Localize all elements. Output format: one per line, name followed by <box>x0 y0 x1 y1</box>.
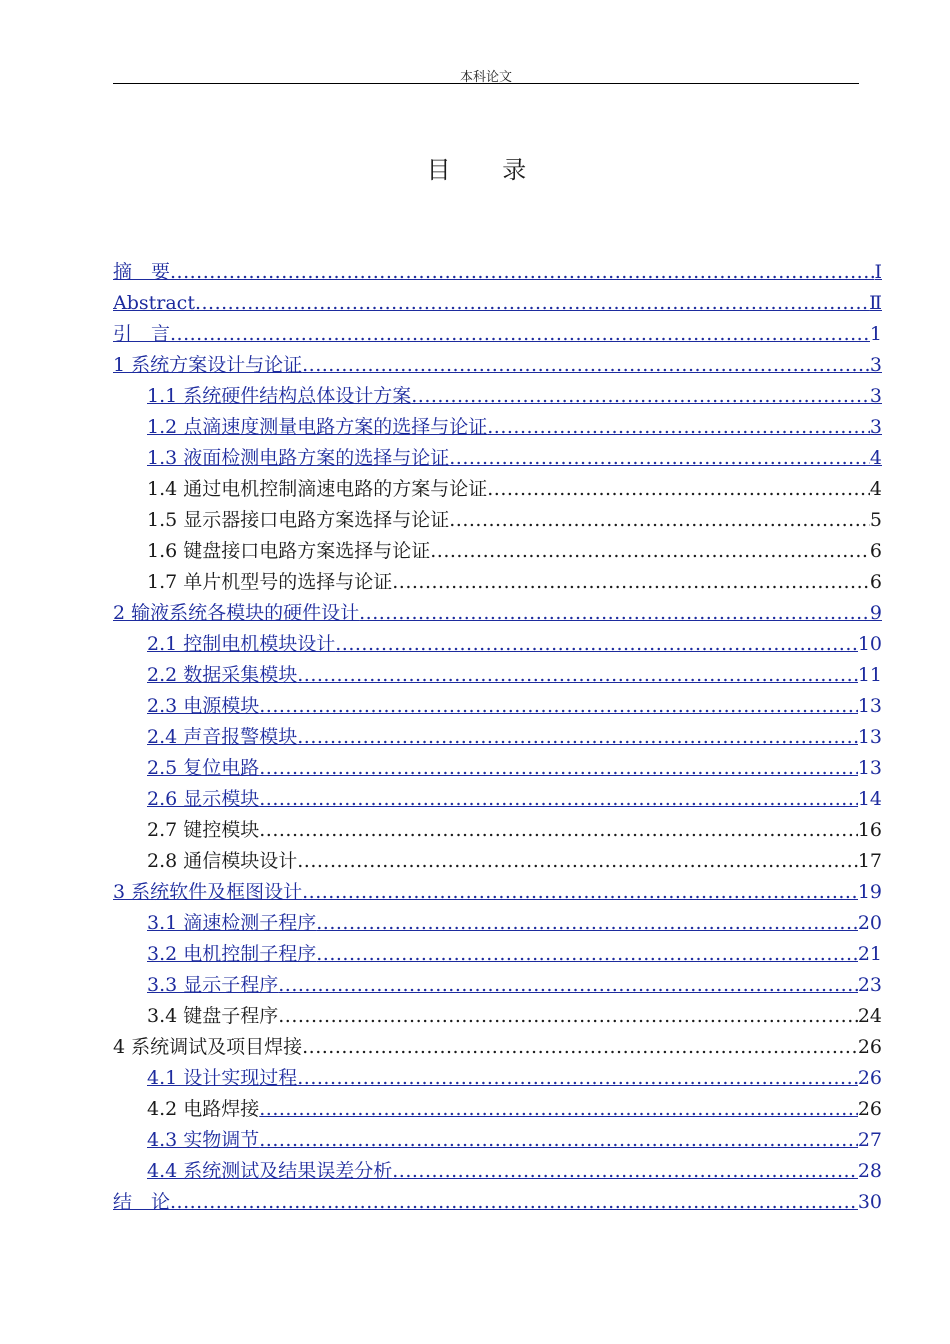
toc-entry[interactable] <box>113 939 882 970</box>
toc-entry-label: 2.8 通信模块设计 <box>147 850 298 872</box>
toc-entry <box>113 474 882 505</box>
toc-entry[interactable] <box>113 722 882 753</box>
toc-entry[interactable] <box>113 1063 882 1094</box>
toc-entry-label: 1.4 通过电机控制滴速电路的方案与论证 <box>147 478 488 500</box>
toc-dot-leader <box>259 784 858 815</box>
toc-dot-leader <box>297 846 858 877</box>
toc-entry-label: 4.2 电路焊接 <box>147 1098 260 1120</box>
toc-dot-leader <box>302 1032 858 1063</box>
toc-entry-label[interactable]: 引 言 <box>113 323 171 345</box>
toc-dot-leader <box>316 908 858 939</box>
toc-dot-leader <box>259 815 858 846</box>
toc-title: 目 录 <box>426 156 549 184</box>
toc-entry-label[interactable]: 2.4 声音报警模块 <box>147 726 298 748</box>
toc-dot-leader <box>430 536 870 567</box>
toc-dot-leader <box>170 319 870 350</box>
toc-entry-label[interactable]: 1.2 点滴速度测量电路方案的选择与论证 <box>147 416 488 438</box>
toc-entry-label: 4 系统调试及项目焊接 <box>113 1036 303 1058</box>
toc-dot-leader <box>335 629 858 660</box>
toc-entry-page: 24 <box>857 1005 882 1027</box>
header-rule <box>113 83 859 84</box>
toc-dot-leader <box>392 567 870 598</box>
toc-dot-leader <box>297 722 858 753</box>
toc-entry-label: 2.7 键控模块 <box>147 819 260 841</box>
toc-dot-leader <box>316 939 858 970</box>
toc-entry-page: 6 <box>869 540 882 562</box>
toc-entry[interactable] <box>113 381 882 412</box>
toc-entry-page: 26 <box>857 1036 882 1058</box>
toc-entry-label[interactable]: 2.5 复位电路 <box>147 757 260 779</box>
toc-entry-page[interactable]: 1 <box>869 323 882 345</box>
toc-dot-leader <box>259 1125 858 1156</box>
toc-entry-page[interactable]: Ⅰ <box>874 261 882 283</box>
toc-entry <box>113 567 882 598</box>
toc-entry-label[interactable]: 4.1 设计实现过程 <box>147 1067 298 1089</box>
toc-entry[interactable] <box>113 319 882 350</box>
toc-dot-leader <box>392 1156 858 1187</box>
toc-entry[interactable] <box>113 350 882 381</box>
toc-entry-page[interactable]: 26 <box>857 1067 882 1089</box>
toc-entry-page[interactable]: 13 <box>857 757 882 779</box>
toc-dot-leader <box>411 381 870 412</box>
toc-entry-page: 26 <box>857 1098 882 1120</box>
toc-entry[interactable] <box>113 753 882 784</box>
toc-entry-page[interactable]: 4 <box>869 447 882 469</box>
toc-entry-label[interactable]: 1 系统方案设计与论证 <box>113 354 303 376</box>
toc-entry <box>113 1032 882 1063</box>
toc-entry-label[interactable]: 摘 要 <box>113 261 171 283</box>
toc-entry-page[interactable]: 23 <box>857 974 882 996</box>
toc-entry-page[interactable]: 9 <box>869 602 882 624</box>
toc-entry-label: 1.7 单片机型号的选择与论证 <box>147 571 393 593</box>
toc-entry[interactable] <box>113 908 882 939</box>
toc-entry-page[interactable]: 10 <box>857 633 882 655</box>
toc-entry[interactable] <box>113 412 882 443</box>
toc-entry[interactable] <box>113 784 882 815</box>
toc-entry[interactable] <box>113 629 882 660</box>
toc-entry-label[interactable]: 2.6 显示模块 <box>147 788 260 810</box>
page-header: 本科论文 <box>459 70 512 85</box>
toc-entry[interactable] <box>113 660 882 691</box>
toc-dot-leader <box>259 1094 858 1125</box>
toc-entry-page[interactable]: 14 <box>857 788 882 810</box>
toc-dot-leader <box>359 598 870 629</box>
toc-dot-leader <box>302 350 870 381</box>
toc-entry <box>113 815 882 846</box>
toc-entry-page[interactable]: Ⅱ <box>869 292 882 314</box>
toc-entry[interactable] <box>113 443 882 474</box>
toc-entry[interactable] <box>113 257 882 288</box>
toc-entry-label: 1.5 显示器接口电路方案选择与论证 <box>147 509 450 531</box>
toc-entry-page[interactable]: 21 <box>857 943 882 965</box>
toc-dot-leader <box>278 1001 858 1032</box>
table-of-contents <box>113 257 882 1218</box>
toc-entry-label[interactable]: 结 论 <box>113 1191 171 1213</box>
toc-entry-page[interactable]: 20 <box>857 912 882 934</box>
toc-dot-leader <box>487 412 870 443</box>
toc-entry-page[interactable]: 3 <box>869 354 882 376</box>
toc-entry-page[interactable]: 30 <box>857 1191 882 1213</box>
toc-dot-leader <box>449 443 870 474</box>
toc-entry-label[interactable]: 2.3 电源模块 <box>147 695 260 717</box>
toc-entry-label[interactable]: 2.2 数据采集模块 <box>147 664 298 686</box>
toc-entry-label[interactable]: 3.3 显示子程序 <box>147 974 279 996</box>
toc-entry-label[interactable]: 1.3 液面检测电路方案的选择与论证 <box>147 447 450 469</box>
toc-dot-leader <box>487 474 870 505</box>
toc-entry <box>113 505 882 536</box>
toc-entry-page: 4 <box>869 478 882 500</box>
toc-dot-leader <box>297 1063 858 1094</box>
toc-dot-leader <box>170 257 874 288</box>
toc-entry[interactable] <box>113 1156 882 1187</box>
toc-entry-page[interactable]: 3 <box>869 385 882 407</box>
toc-entry-label[interactable]: 3 系统软件及框图设计 <box>113 881 303 903</box>
toc-dot-leader <box>297 660 858 691</box>
toc-entry[interactable] <box>113 877 882 908</box>
toc-entry <box>113 536 882 567</box>
toc-dot-leader <box>170 1187 858 1218</box>
toc-entry-page[interactable]: 13 <box>857 726 882 748</box>
toc-dot-leader <box>302 877 858 908</box>
toc-entry[interactable] <box>113 598 882 629</box>
toc-entry[interactable] <box>113 288 882 319</box>
toc-entry-page: 5 <box>869 509 882 531</box>
toc-entry-label[interactable]: 2.1 控制电机模块设计 <box>147 633 336 655</box>
toc-entry-page[interactable]: 28 <box>857 1160 882 1182</box>
toc-dot-leader <box>259 691 858 722</box>
toc-entry-page[interactable]: 27 <box>857 1129 882 1151</box>
toc-entry-page: 16 <box>857 819 882 841</box>
toc-entry <box>113 1001 882 1032</box>
toc-entry-label[interactable]: 1.1 系统硬件结构总体设计方案 <box>147 385 412 407</box>
toc-entry-label[interactable]: 4.3 实物调节 <box>147 1129 260 1151</box>
toc-entry[interactable] <box>113 1187 882 1218</box>
toc-entry <box>113 846 882 877</box>
toc-entry-label[interactable]: 2 输液系统各模块的硬件设计 <box>113 602 360 624</box>
toc-entry <box>113 1094 882 1125</box>
toc-entry-label[interactable]: 3.2 电机控制子程序 <box>147 943 317 965</box>
toc-entry-page[interactable]: 19 <box>857 881 882 903</box>
toc-entry-page[interactable]: 11 <box>857 664 882 686</box>
toc-entry-page: 6 <box>869 571 882 593</box>
toc-dot-leader <box>195 288 869 319</box>
toc-dot-leader <box>278 970 858 1001</box>
toc-entry-label[interactable]: 4.4 系统测试及结果误差分析 <box>147 1160 393 1182</box>
toc-entry-label[interactable]: Abstract <box>113 292 195 314</box>
toc-entry-page[interactable]: 13 <box>857 695 882 717</box>
toc-entry[interactable] <box>113 970 882 1001</box>
toc-entry-label: 1.6 键盘接口电路方案选择与论证 <box>147 540 431 562</box>
toc-dot-leader <box>259 753 858 784</box>
toc-entry-label: 3.4 键盘子程序 <box>147 1005 279 1027</box>
toc-entry[interactable] <box>113 1125 882 1156</box>
toc-entry-page: 17 <box>857 850 882 872</box>
toc-entry-label[interactable]: 3.1 滴速检测子程序 <box>147 912 317 934</box>
toc-entry-page[interactable]: 3 <box>869 416 882 438</box>
toc-dot-leader <box>449 505 870 536</box>
toc-entry[interactable] <box>113 691 882 722</box>
